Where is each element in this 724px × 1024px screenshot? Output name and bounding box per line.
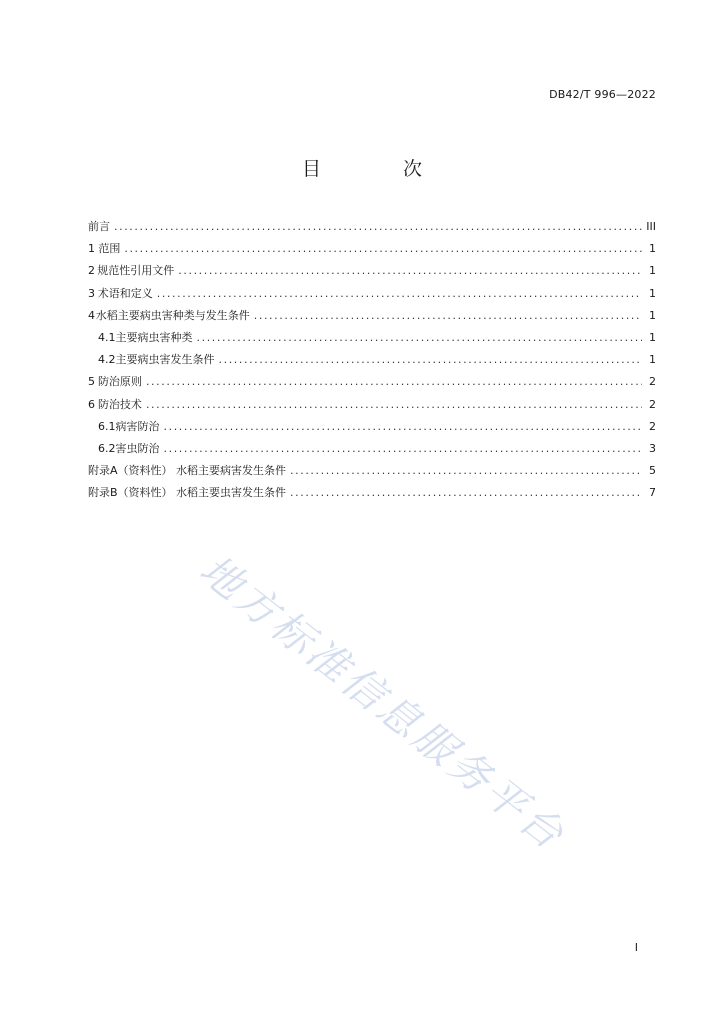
- toc-leader-dots: [146, 398, 642, 411]
- page-title: 目 次: [301, 158, 461, 180]
- toc-entry-label: 主要病虫害种类: [115, 330, 193, 344]
- toc-entry-label: 术语和定义: [97, 286, 153, 300]
- toc-entry-page: 1: [649, 308, 656, 322]
- toc-entry-4-2[interactable]: [88, 351, 656, 373]
- toc-entry-number: 3: [88, 286, 95, 300]
- toc-entry-label: 前言: [88, 220, 110, 233]
- toc-entry-number: 1: [88, 242, 95, 256]
- toc-entry-number: 4.2: [98, 353, 116, 367]
- toc-entry-page: 5: [649, 464, 656, 478]
- watermark: 地方标准信息服务平台: [190, 545, 575, 861]
- toc-entry-label: 水稻主要病虫害种类与发生条件: [95, 308, 250, 322]
- toc-entry-label: 防治技术: [97, 397, 142, 411]
- toc-leader-dots: [146, 375, 642, 388]
- toc-entry-appendix-b[interactable]: [88, 484, 656, 506]
- toc-entry-page: 1: [649, 264, 656, 278]
- toc-entry-6[interactable]: [88, 396, 656, 418]
- toc-entry-number: 6: [88, 397, 95, 411]
- toc-entry-number: 4: [88, 308, 95, 322]
- toc-leader-dots: [178, 264, 642, 277]
- toc-entry-label: 害虫防治: [115, 441, 160, 455]
- toc-entry-6-2[interactable]: [88, 440, 656, 462]
- toc-entry-label: 规范性引用文件: [97, 264, 175, 278]
- toc-entry-number: 5: [88, 375, 95, 389]
- toc-leader-dots: [254, 309, 642, 322]
- toc-leader-dots: [290, 486, 642, 499]
- toc-entry-label: 防治原则: [97, 375, 142, 389]
- toc-leader-dots: [197, 331, 643, 344]
- toc-entry-4-1[interactable]: [88, 329, 656, 351]
- toc-entry-3[interactable]: [88, 285, 656, 307]
- toc-entry-2[interactable]: [88, 262, 656, 284]
- toc-entry-1[interactable]: [88, 240, 656, 262]
- toc-leader-dots: [164, 442, 643, 455]
- toc-entry-page: 1: [649, 353, 656, 367]
- toc-entry-number: 2: [88, 264, 95, 278]
- toc-leader-dots: [219, 353, 643, 366]
- toc-entry-appendix-a[interactable]: [88, 462, 656, 484]
- toc-entry-page: 1: [649, 242, 656, 256]
- table-of-contents: [88, 218, 656, 506]
- toc-entry-page: 1: [649, 330, 656, 344]
- toc-entry-4[interactable]: [88, 307, 656, 329]
- document-code: DB42/T 996—2022: [549, 88, 656, 101]
- toc-leader-dots: [157, 287, 642, 300]
- toc-entry-page: 2: [649, 375, 656, 389]
- toc-entry-page: 1: [649, 286, 656, 300]
- toc-entry-label: 附录B（资料性） 水稻主要虫害发生条件: [88, 486, 287, 500]
- toc-entry-6-1[interactable]: [88, 418, 656, 440]
- toc-entry-page: 3: [649, 441, 656, 455]
- toc-entry-label: 主要病虫害发生条件: [115, 353, 215, 367]
- toc-leader-dots: [124, 242, 642, 255]
- toc-entry-number: 6.1: [98, 419, 116, 433]
- toc-entry-page: 2: [649, 419, 656, 433]
- toc-entry-page: III: [646, 220, 656, 233]
- toc-entry-5[interactable]: [88, 373, 656, 395]
- toc-leader-dots: [114, 220, 642, 233]
- toc-entry-label: 附录A（资料性） 水稻主要病害发生条件: [88, 464, 287, 478]
- toc-leader-dots: [164, 420, 643, 433]
- toc-entry-label: 病害防治: [115, 419, 160, 433]
- toc-entry-number: 6.2: [98, 441, 116, 455]
- toc-entry-page: 2: [649, 397, 656, 411]
- toc-entry-foreword[interactable]: [88, 218, 656, 240]
- toc-entry-page: 7: [649, 486, 656, 500]
- toc-entry-label: 范围: [98, 242, 121, 256]
- toc-leader-dots: [290, 464, 642, 477]
- toc-entry-number: 4.1: [98, 330, 116, 344]
- page-number: I: [634, 941, 638, 954]
